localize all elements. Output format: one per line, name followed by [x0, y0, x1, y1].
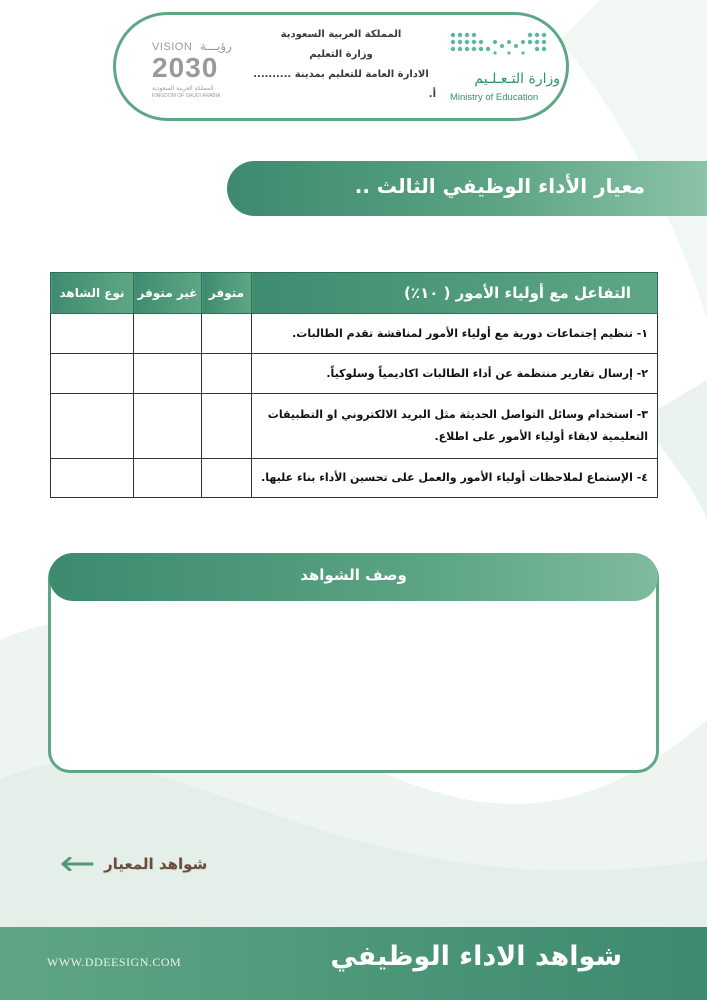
evidence-type-cell[interactable]: [51, 459, 134, 498]
footer-website[interactable]: WWW.DDEESIGN.COM: [47, 955, 182, 969]
table-row: [51, 394, 658, 459]
header-not-available: غير متوفر: [134, 273, 202, 314]
vision-arabic: رؤيـــة: [200, 39, 232, 53]
not-available-cell[interactable]: [134, 394, 202, 459]
row-text: ٢- إرسال تقارير منتظمة عن أداء الطالبات اكاديمياً وسلوكياً.: [252, 354, 658, 394]
header-evidence-type: نوع الشاهد: [51, 273, 134, 314]
table-row: [51, 354, 658, 394]
evidence-type-cell[interactable]: [51, 394, 134, 459]
table-header-row: [51, 273, 658, 314]
vision-word: VISION: [152, 41, 193, 53]
not-available-cell[interactable]: [134, 354, 202, 394]
vision-kingdom-arabic: المملكة العربية السعودية: [152, 85, 214, 92]
government-header-text: [246, 25, 436, 105]
header-available: متوفر: [202, 273, 252, 314]
not-available-cell[interactable]: [134, 459, 202, 498]
header-item: التفاعل مع أولياء الأمور ( ١٠٪): [252, 273, 658, 314]
vision-kingdom-english: KINGDOM OF SAUDI ARABIA: [152, 93, 221, 99]
row-text: ٤- الإستماع لملاحظات أولياء الأمور والعمل على تحسين الأداء بناء عليها.: [252, 459, 658, 498]
available-cell[interactable]: [202, 394, 252, 459]
criterion-evidence-link[interactable]: [60, 850, 207, 878]
ministry-name-english: Ministry of Education: [450, 92, 539, 103]
evidence-type-cell[interactable]: [51, 354, 134, 394]
header-card: [113, 12, 569, 121]
ministry-line: وزارة التعليم: [309, 49, 373, 60]
criterion-title-banner: [227, 161, 707, 216]
available-cell[interactable]: [202, 459, 252, 498]
ministry-logo-icon: [449, 29, 549, 67]
available-cell[interactable]: [202, 314, 252, 354]
table-row: [51, 459, 658, 498]
evidence-type-cell[interactable]: [51, 314, 134, 354]
directorate-line: الادارة العامة للتعليم بمدينة ..........: [253, 69, 429, 80]
table-row: [51, 314, 658, 354]
arrow-left-icon: [60, 857, 94, 871]
footer-bar: [0, 927, 707, 1000]
vision-2030-logo: [152, 41, 242, 101]
not-available-cell[interactable]: [134, 314, 202, 354]
available-cell[interactable]: [202, 354, 252, 394]
criterion-title: معيار الأداء الوظيفي الثالث ..: [354, 174, 645, 198]
ministry-name-arabic: وزارة التـعـلـيم: [474, 71, 560, 87]
footer-title: شواهد الاداء الوظيفي: [330, 941, 622, 972]
vision-year: 2030: [152, 52, 219, 83]
row-text: ١- تنظيم إجتماعات دورية مع أولياء الأمور لمناقشة تقدم الطالبات.: [252, 314, 658, 354]
teacher-name-line: أ.: [428, 89, 436, 100]
row-text: ٣- استخدام وسائل التواصل الحديثة مثل البريد الالكتروني او التطبيقات التعليمية لابقاء أولياء الأمور على اطلاع.: [252, 394, 658, 459]
criteria-table: [50, 272, 658, 498]
evidence-description-title: وصف الشواهد: [49, 553, 658, 601]
kingdom-line: المملكة العربية السعودية: [280, 29, 402, 40]
evidence-link-label: شواهد المعيار: [104, 855, 208, 873]
